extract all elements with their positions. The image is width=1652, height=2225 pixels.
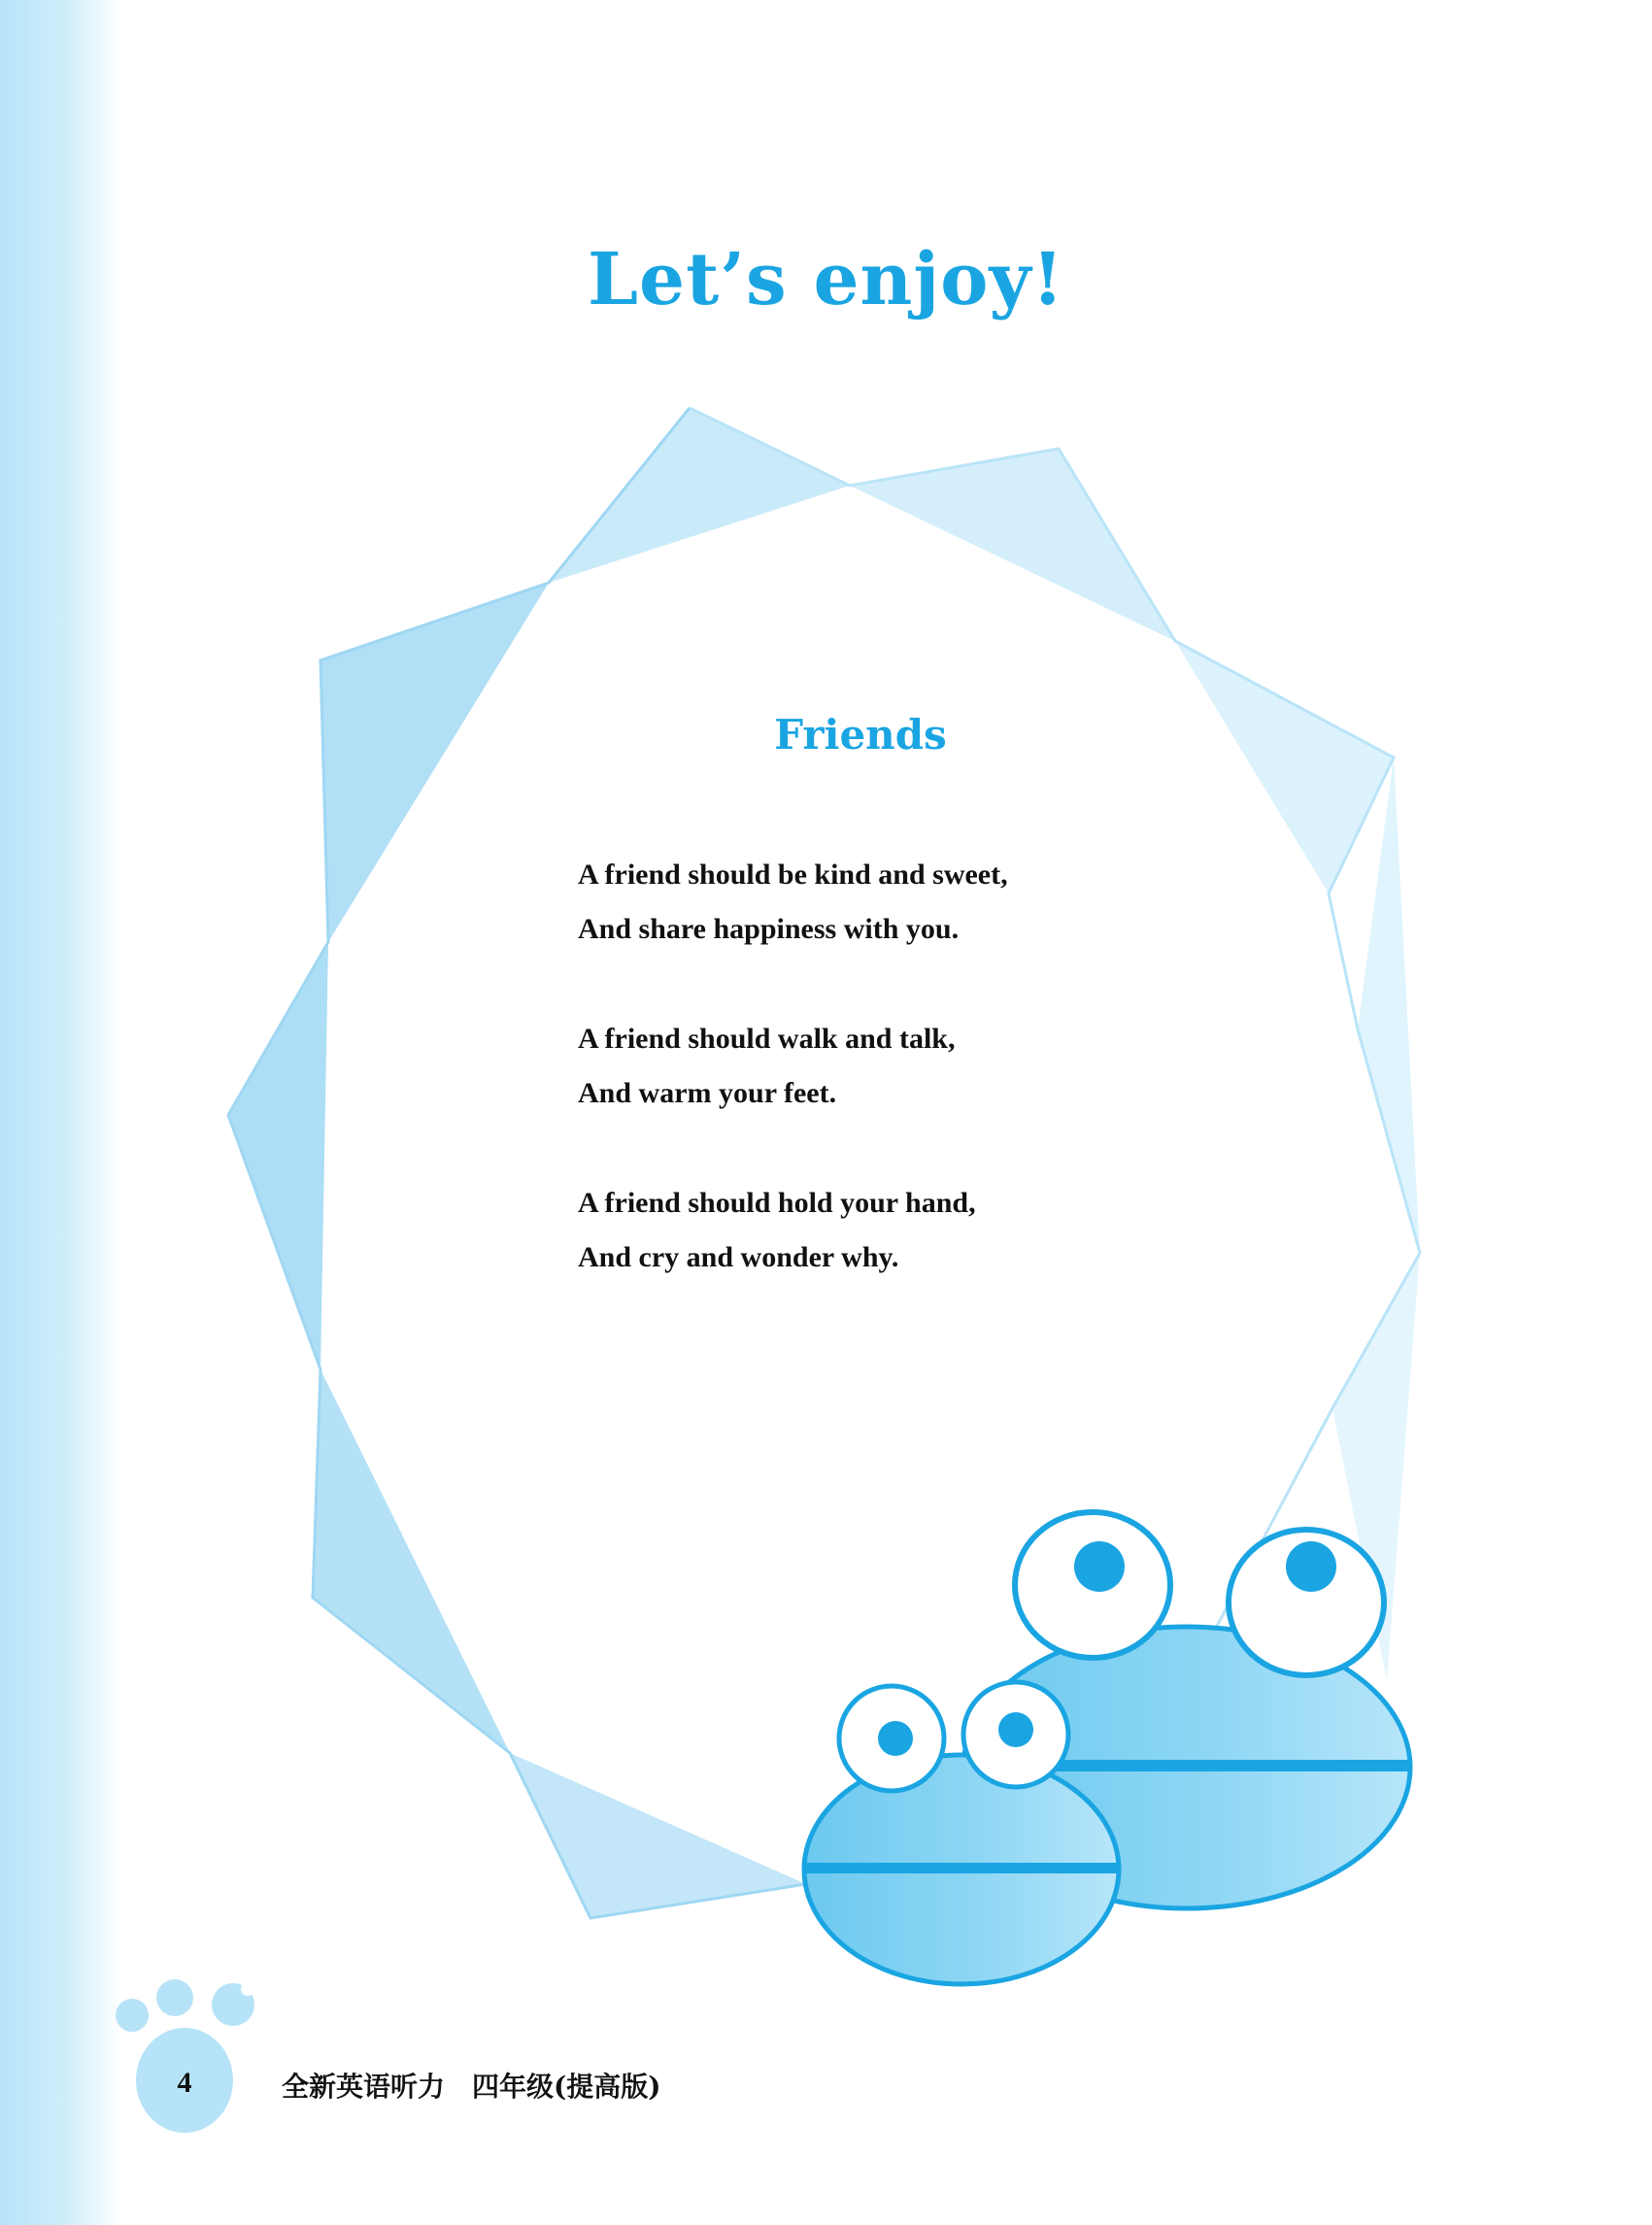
poem-line: A friend should hold your hand, <box>578 1187 976 1219</box>
page-number: 4 <box>177 2067 192 2099</box>
poem-line: And cry and wonder why. <box>578 1241 899 1273</box>
poem-line: A friend should be kind and sweet, <box>578 859 1008 891</box>
book-title: 全新英语听力 四年级(提高版) <box>282 2071 661 2103</box>
poem-stanza <box>578 1017 1199 1126</box>
poem-stanza <box>578 1181 1199 1290</box>
poem-body <box>578 853 1199 1345</box>
poem-line: And warm your feet. <box>578 1077 837 1109</box>
paw-print-icon <box>116 1979 254 2133</box>
page-heading: Let’s enjoy! <box>588 238 1064 321</box>
poem-title: Friends <box>774 711 947 759</box>
poem-line: And share happiness with you. <box>578 913 960 945</box>
poem-line: A friend should walk and talk, <box>578 1023 956 1055</box>
poem-stanza <box>578 853 1199 961</box>
